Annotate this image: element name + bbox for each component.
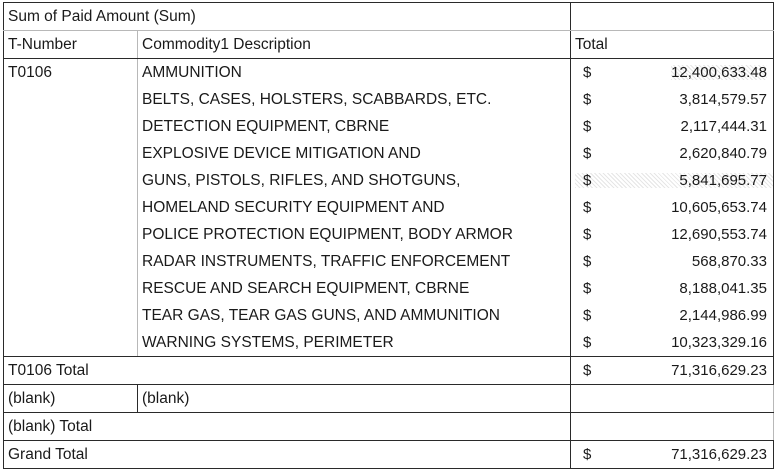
row-amount-cell [571, 113, 774, 140]
grand-total-amount: 71,316,629.23 [671, 446, 767, 463]
grand-total-amount-cell [571, 441, 774, 469]
header-t-number: T-Number [4, 31, 138, 59]
row-description: WARNING SYSTEMS, PERIMETER [138, 329, 571, 357]
group-cell-empty [4, 140, 138, 167]
title-blank-cell [571, 3, 774, 31]
table-row [4, 221, 774, 248]
group-total-amount-cell [571, 357, 774, 385]
row-description: TEAR GAS, TEAR GAS GUNS, AND AMMUNITION [138, 302, 571, 329]
row-amount: 2,620,840.79 [679, 145, 767, 162]
group-cell-empty [4, 329, 138, 357]
row-description: POLICE PROTECTION EQUIPMENT, BODY ARMOR [138, 221, 571, 248]
row-description: HOMELAND SECURITY EQUIPMENT AND [138, 194, 571, 221]
grand-total-row [4, 441, 774, 469]
grand-total-label: Grand Total [4, 441, 571, 469]
row-amount: 10,323,329.16 [671, 334, 767, 351]
header-total: Total [571, 31, 774, 59]
currency-symbol: $ [583, 446, 592, 463]
currency-symbol: $ [583, 280, 592, 297]
row-amount-cell [571, 329, 774, 357]
table-row [4, 140, 774, 167]
row-amount-cell [571, 275, 774, 302]
group-cell-empty [4, 221, 138, 248]
pivot-title: Sum of Paid Amount (Sum) [4, 3, 571, 31]
row-amount-cell [571, 302, 774, 329]
row-amount-cell [571, 140, 774, 167]
title-row [4, 3, 774, 31]
group-cell-empty [4, 248, 138, 275]
row-description: GUNS, PISTOLS, RIFLES, AND SHOTGUNS, [138, 167, 571, 194]
row-description: BELTS, CASES, HOLSTERS, SCABBARDS, ETC. [138, 86, 571, 113]
header-commodity: Commodity1 Description [138, 31, 571, 59]
currency-symbol: $ [583, 226, 592, 243]
row-amount: 10,605,653.74 [671, 199, 767, 216]
currency-symbol: $ [583, 307, 592, 324]
table-row [4, 248, 774, 275]
group-cell-empty [4, 86, 138, 113]
pivot-table [3, 2, 774, 469]
currency-symbol: $ [583, 253, 592, 270]
table-row [4, 329, 774, 357]
currency-symbol: $ [583, 145, 592, 162]
blank-total-label: (blank) Total [4, 413, 571, 441]
group-cell-empty [4, 194, 138, 221]
row-amount-cell [571, 221, 774, 248]
currency-symbol: $ [583, 199, 592, 216]
row-amount: 2,144,986.99 [679, 307, 767, 324]
table-row [4, 167, 774, 194]
row-description: RADAR INSTRUMENTS, TRAFFIC ENFORCEMENT [138, 248, 571, 275]
row-amount: 3,814,579.57 [679, 91, 767, 108]
row-amount: 568,870.33 [691, 253, 767, 270]
table-row [4, 59, 774, 87]
row-description: DETECTION EQUIPMENT, CBRNE [138, 113, 571, 140]
blank-description: (blank) [138, 385, 571, 413]
blank-total-amount-cell [571, 413, 774, 441]
group-t-number: T0106 [4, 59, 138, 87]
table-row [4, 113, 774, 140]
row-description: RESCUE AND SEARCH EQUIPMENT, CBRNE [138, 275, 571, 302]
table-row [4, 302, 774, 329]
currency-symbol: $ [583, 334, 592, 351]
blank-amount-cell [571, 385, 774, 413]
currency-symbol: $ [583, 91, 592, 108]
group-total-amount: 71,316,629.23 [671, 362, 767, 379]
header-row [4, 31, 774, 59]
table-row [4, 86, 774, 113]
table-row [4, 194, 774, 221]
blank-t-number: (blank) [4, 385, 138, 413]
row-amount-cell [571, 248, 774, 275]
row-amount: 5,841,695.77 [679, 172, 767, 189]
currency-symbol: $ [583, 172, 592, 189]
currency-symbol: $ [583, 64, 592, 81]
blank-total-row [4, 413, 774, 441]
row-amount: 2,117,444.31 [680, 118, 767, 135]
table-row [4, 275, 774, 302]
row-amount: 12,690,553.74 [671, 226, 767, 243]
blank-row [4, 385, 774, 413]
row-description: AMMUNITION [138, 59, 571, 87]
row-amount-cell [571, 59, 774, 87]
row-amount: 12,400,633.48 [671, 64, 767, 81]
row-amount: 8,188,041.35 [679, 280, 767, 297]
group-cell-empty [4, 302, 138, 329]
currency-symbol: $ [583, 362, 592, 379]
group-total-label: T0106 Total [4, 357, 571, 385]
row-amount-cell [571, 86, 774, 113]
row-amount-cell [571, 167, 774, 194]
group-cell-empty [4, 275, 138, 302]
row-amount-cell [571, 194, 774, 221]
group-cell-empty [4, 167, 138, 194]
group-total-row [4, 357, 774, 385]
currency-symbol: $ [583, 118, 592, 135]
group-cell-empty [4, 113, 138, 140]
row-description: EXPLOSIVE DEVICE MITIGATION AND [138, 140, 571, 167]
